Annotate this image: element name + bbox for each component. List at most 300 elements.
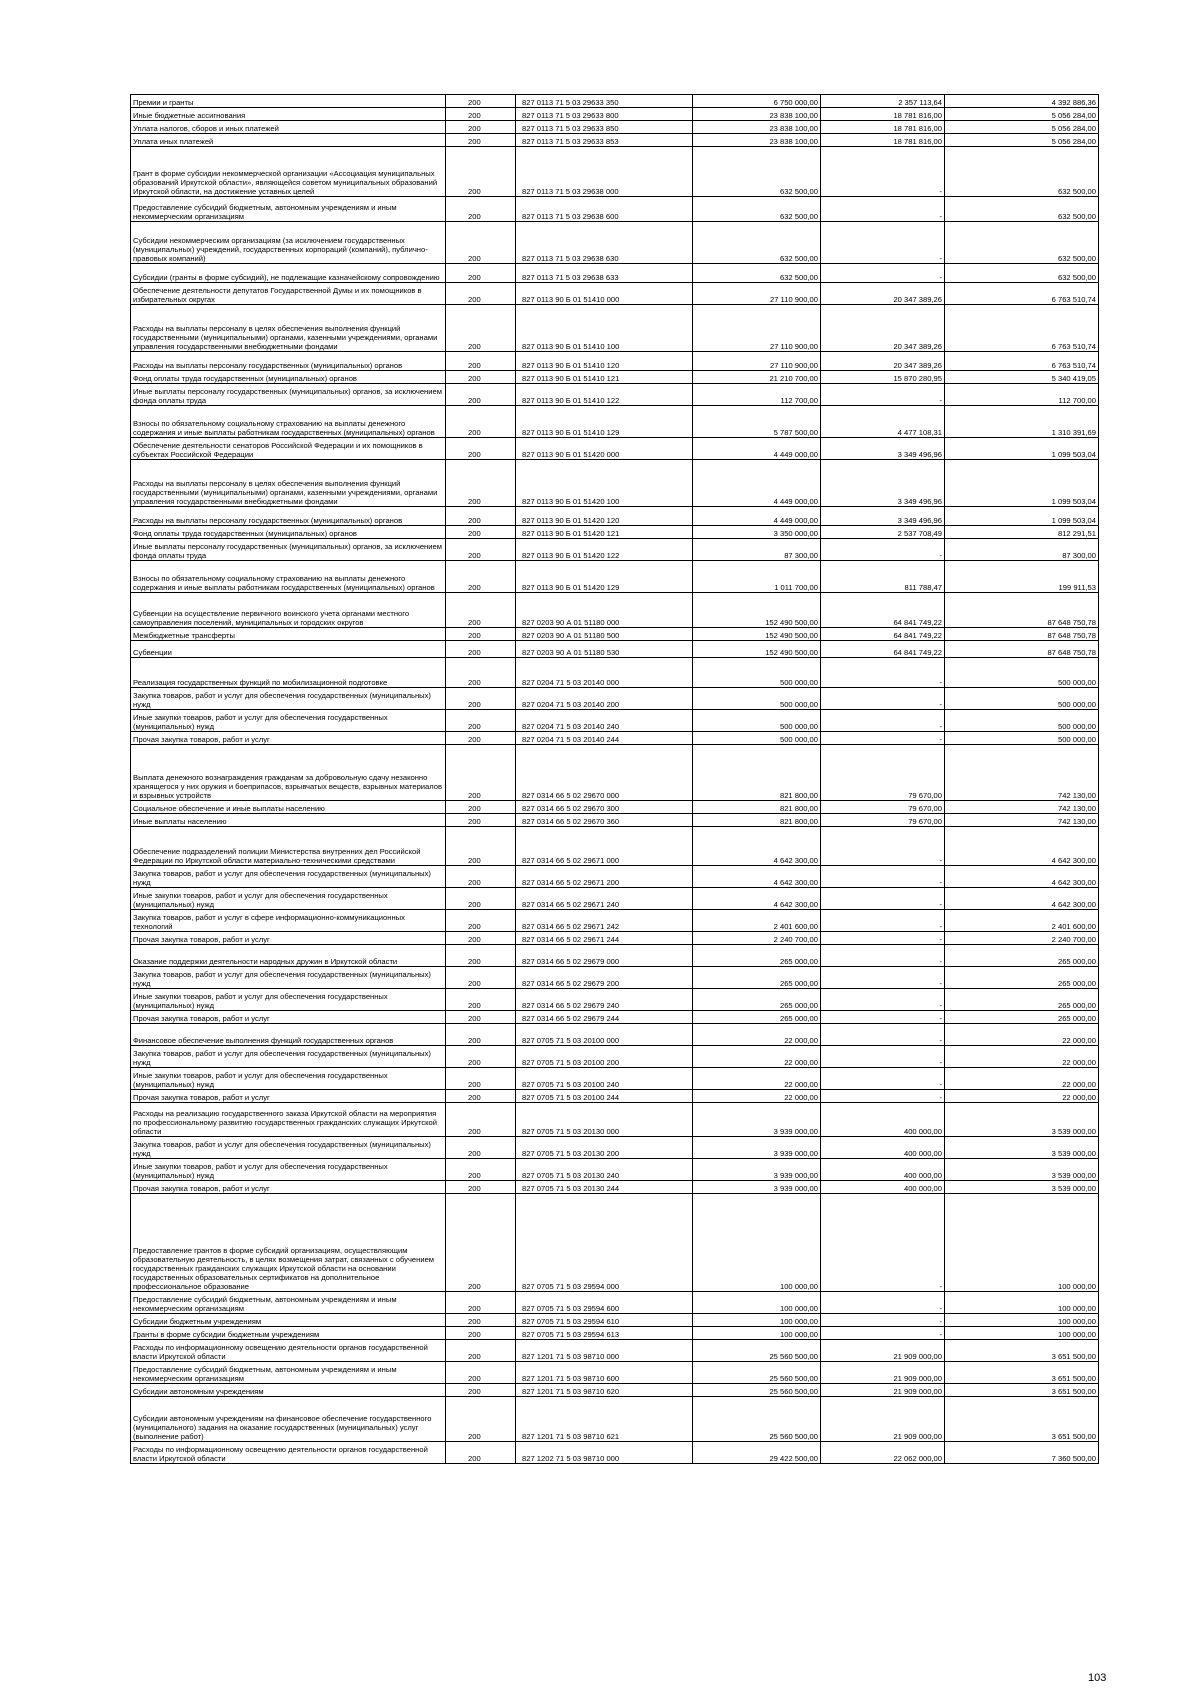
- row-name: Прочая закупка товаров, работ и услуг: [131, 1181, 446, 1194]
- row-classification-code: 827 0314 66 5 02 29671 244: [516, 932, 693, 945]
- row-remaining-amount: 5 056 284,00: [945, 121, 1099, 134]
- row-plan-amount: 100 000,00: [693, 1292, 821, 1314]
- row-plan-amount: 821 800,00: [693, 745, 821, 801]
- row-plan-amount: 6 750 000,00: [693, 95, 821, 108]
- row-name: Межбюджетные трансферты: [131, 628, 446, 641]
- row-plan-amount: 632 500,00: [693, 222, 821, 264]
- table-row: [131, 95, 1099, 108]
- row-remaining-amount: 1 099 503,04: [945, 438, 1099, 460]
- row-remaining-amount: 22 000,00: [945, 1090, 1099, 1103]
- row-plan-amount: 87 300,00: [693, 539, 821, 561]
- table-row: [131, 1292, 1099, 1314]
- row-classification-code: 827 0113 71 5 03 29633 350: [516, 95, 693, 108]
- row-executed-amount: -: [821, 1194, 945, 1292]
- row-remaining-amount: 22 000,00: [945, 1046, 1099, 1068]
- row-line-code: 200: [446, 352, 516, 371]
- row-executed-amount: -: [821, 1068, 945, 1090]
- table-row: [131, 406, 1099, 438]
- table-row: [131, 1159, 1099, 1181]
- row-classification-code: 827 0113 90 Б 01 51410 129: [516, 406, 693, 438]
- row-name: Предоставление грантов в форме субсидий организациям, осуществляющим образовательную деятельность, в целях возмещения затрат, связанных с обучением государственных гражданских служащих Иркутской области на основании государственных образовательных сертификатов на дополнительное профессиональное образование: [131, 1194, 446, 1292]
- row-line-code: 200: [446, 866, 516, 888]
- row-classification-code: 827 0113 71 5 03 29633 800: [516, 108, 693, 121]
- row-executed-amount: -: [821, 658, 945, 688]
- row-classification-code: 827 0113 90 Б 01 51410 122: [516, 384, 693, 406]
- row-executed-amount: 400 000,00: [821, 1159, 945, 1181]
- row-name: Грант в форме субсидии некоммерческой организации «Ассоциация муниципальных образований Иркутской области», являющейся советом муниципальных образований Иркутской области, на достижение уставных целей: [131, 147, 446, 197]
- row-classification-code: 827 1201 71 5 03 98710 000: [516, 1340, 693, 1362]
- row-plan-amount: 821 800,00: [693, 814, 821, 827]
- row-line-code: 200: [446, 1340, 516, 1362]
- table-row: [131, 932, 1099, 945]
- row-plan-amount: 500 000,00: [693, 710, 821, 732]
- row-line-code: 200: [446, 222, 516, 264]
- row-line-code: 200: [446, 827, 516, 866]
- row-name: Фонд оплаты труда государственных (муниципальных) органов: [131, 526, 446, 539]
- row-name: Взносы по обязательному социальному страхованию на выплаты денежного содержания и иные выплаты работникам государственных (муниципальных) органов: [131, 561, 446, 593]
- row-name: Субвенции: [131, 641, 446, 658]
- row-name: Социальное обеспечение и иные выплаты населению: [131, 801, 446, 814]
- row-plan-amount: 265 000,00: [693, 1011, 821, 1024]
- row-remaining-amount: 100 000,00: [945, 1327, 1099, 1340]
- row-plan-amount: 27 110 900,00: [693, 305, 821, 352]
- row-executed-amount: 15 870 280,95: [821, 371, 945, 384]
- row-executed-amount: -: [821, 710, 945, 732]
- row-plan-amount: 23 838 100,00: [693, 121, 821, 134]
- row-plan-amount: 25 560 500,00: [693, 1340, 821, 1362]
- row-name: Иные закупки товаров, работ и услуг для обеспечения государственных (муниципальных) нужд: [131, 888, 446, 910]
- row-classification-code: 827 0314 66 5 02 29679 244: [516, 1011, 693, 1024]
- row-line-code: 200: [446, 147, 516, 197]
- row-executed-amount: -: [821, 264, 945, 283]
- row-name: Расходы по информационному освещению деятельности органов государственной власти Иркутской области: [131, 1340, 446, 1362]
- row-executed-amount: -: [821, 1046, 945, 1068]
- row-line-code: 200: [446, 801, 516, 814]
- row-name: Прочая закупка товаров, работ и услуг: [131, 1090, 446, 1103]
- row-classification-code: 827 0705 71 5 03 20100 000: [516, 1024, 693, 1046]
- row-name: Предоставление субсидий бюджетным, автономным учреждениям и иным некоммерческим организациям: [131, 1292, 446, 1314]
- row-name: Иные выплаты персоналу государственных (муниципальных) органов, за исключением фонда оплаты труда: [131, 384, 446, 406]
- row-executed-amount: 64 841 749,22: [821, 641, 945, 658]
- row-executed-amount: 20 347 389,26: [821, 352, 945, 371]
- row-line-code: 200: [446, 264, 516, 283]
- table-row: [131, 628, 1099, 641]
- table-row: [131, 1103, 1099, 1137]
- row-remaining-amount: 500 000,00: [945, 710, 1099, 732]
- row-remaining-amount: 6 763 510,74: [945, 352, 1099, 371]
- row-executed-amount: 21 909 000,00: [821, 1397, 945, 1442]
- row-remaining-amount: 500 000,00: [945, 732, 1099, 745]
- row-line-code: 200: [446, 989, 516, 1011]
- row-name: Расходы по информационному освещению деятельности органов государственной власти Иркутской области: [131, 1442, 446, 1464]
- row-line-code: 200: [446, 732, 516, 745]
- row-name: Закупка товаров, работ и услуг в сфере информационно-коммуникационных технологий: [131, 910, 446, 932]
- row-classification-code: 827 0705 71 5 03 20100 244: [516, 1090, 693, 1103]
- row-plan-amount: 3 939 000,00: [693, 1137, 821, 1159]
- row-remaining-amount: 5 340 419,05: [945, 371, 1099, 384]
- table-row: [131, 1024, 1099, 1046]
- row-classification-code: 827 0705 71 5 03 20130 244: [516, 1181, 693, 1194]
- row-plan-amount: 4 642 300,00: [693, 888, 821, 910]
- row-name: Субсидии автономным учреждениям на финансовое обеспечение государственного (муниципального) задания на оказание государственных (муниципальных) услуг (выполнение работ): [131, 1397, 446, 1442]
- table-row: [131, 305, 1099, 352]
- row-line-code: 200: [446, 932, 516, 945]
- row-remaining-amount: 87 648 750,78: [945, 593, 1099, 628]
- row-remaining-amount: 1 099 503,04: [945, 507, 1099, 526]
- budget-execution-table: [130, 94, 1099, 1464]
- row-line-code: 200: [446, 438, 516, 460]
- row-remaining-amount: 3 651 500,00: [945, 1362, 1099, 1384]
- row-remaining-amount: 6 763 510,74: [945, 283, 1099, 305]
- table-row: [131, 1362, 1099, 1384]
- row-name: Субсидии некоммерческим организациям (за исключением государственных (муниципальных) учреждений, государственных корпораций (компаний), публично-правовых компаний): [131, 222, 446, 264]
- row-executed-amount: -: [821, 888, 945, 910]
- row-plan-amount: 112 700,00: [693, 384, 821, 406]
- row-line-code: 200: [446, 1327, 516, 1340]
- row-line-code: 200: [446, 1024, 516, 1046]
- row-plan-amount: 4 642 300,00: [693, 866, 821, 888]
- row-executed-amount: -: [821, 1292, 945, 1314]
- row-executed-amount: -: [821, 827, 945, 866]
- table-row: [131, 1314, 1099, 1327]
- row-name: Прочая закупка товаров, работ и услуг: [131, 932, 446, 945]
- row-plan-amount: 29 422 500,00: [693, 1442, 821, 1464]
- row-executed-amount: 18 781 816,00: [821, 134, 945, 147]
- row-name: Взносы по обязательному социальному страхованию на выплаты денежного содержания и иные выплаты работникам государственных (муниципальных) органов: [131, 406, 446, 438]
- row-name: Выплата денежного вознаграждения гражданам за добровольную сдачу незаконно хранящегося у них оружия и боеприпасов, взрывчатых веществ, взрывных материалов и взрывных устройств: [131, 745, 446, 801]
- row-line-code: 200: [446, 460, 516, 507]
- table-row: [131, 283, 1099, 305]
- row-executed-amount: 3 349 496,96: [821, 460, 945, 507]
- row-plan-amount: 3 939 000,00: [693, 1181, 821, 1194]
- row-executed-amount: 79 670,00: [821, 814, 945, 827]
- row-name: Реализация государственных функций по мобилизационной подготовке: [131, 658, 446, 688]
- row-remaining-amount: 4 642 300,00: [945, 888, 1099, 910]
- row-remaining-amount: 265 000,00: [945, 945, 1099, 967]
- row-classification-code: 827 0314 66 5 02 29670 000: [516, 745, 693, 801]
- row-remaining-amount: 2 401 600,00: [945, 910, 1099, 932]
- row-plan-amount: 4 449 000,00: [693, 507, 821, 526]
- table-row: [131, 539, 1099, 561]
- row-plan-amount: 25 560 500,00: [693, 1397, 821, 1442]
- table-row: [131, 1340, 1099, 1362]
- row-plan-amount: 3 939 000,00: [693, 1103, 821, 1137]
- row-executed-amount: -: [821, 1090, 945, 1103]
- row-name: Иные бюджетные ассигнования: [131, 108, 446, 121]
- row-remaining-amount: 632 500,00: [945, 147, 1099, 197]
- row-executed-amount: -: [821, 989, 945, 1011]
- row-line-code: 200: [446, 745, 516, 801]
- row-remaining-amount: 7 360 500,00: [945, 1442, 1099, 1464]
- row-name: Иные закупки товаров, работ и услуг для обеспечения государственных (муниципальных) нужд: [131, 710, 446, 732]
- row-remaining-amount: 3 539 000,00: [945, 1159, 1099, 1181]
- row-line-code: 200: [446, 1159, 516, 1181]
- row-remaining-amount: 5 056 284,00: [945, 134, 1099, 147]
- table-row: [131, 1068, 1099, 1090]
- row-classification-code: 827 0113 90 Б 01 51420 120: [516, 507, 693, 526]
- table-row: [131, 1090, 1099, 1103]
- row-line-code: 200: [446, 710, 516, 732]
- row-name: Иные закупки товаров, работ и услуг для обеспечения государственных (муниципальных) нужд: [131, 1068, 446, 1090]
- row-line-code: 200: [446, 371, 516, 384]
- row-classification-code: 827 0705 71 5 03 20130 240: [516, 1159, 693, 1181]
- row-remaining-amount: 3 651 500,00: [945, 1340, 1099, 1362]
- row-classification-code: 827 0705 71 5 03 29594 610: [516, 1314, 693, 1327]
- row-classification-code: 827 0113 90 Б 01 51410 121: [516, 371, 693, 384]
- row-plan-amount: 152 490 500,00: [693, 641, 821, 658]
- row-plan-amount: 4 449 000,00: [693, 438, 821, 460]
- row-classification-code: 827 0113 90 Б 01 51420 121: [516, 526, 693, 539]
- row-executed-amount: -: [821, 147, 945, 197]
- row-classification-code: 827 0113 90 Б 01 51420 122: [516, 539, 693, 561]
- row-plan-amount: 27 110 900,00: [693, 283, 821, 305]
- row-classification-code: 827 0314 66 5 02 29671 200: [516, 866, 693, 888]
- row-line-code: 200: [446, 1314, 516, 1327]
- row-classification-code: 827 1201 71 5 03 98710 600: [516, 1362, 693, 1384]
- row-classification-code: 827 0314 66 5 02 29670 300: [516, 801, 693, 814]
- row-classification-code: 827 0113 90 Б 01 51410 120: [516, 352, 693, 371]
- row-remaining-amount: 100 000,00: [945, 1292, 1099, 1314]
- row-name: Субсидии (гранты в форме субсидий), не подлежащие казначейскому сопровождению: [131, 264, 446, 283]
- row-line-code: 200: [446, 134, 516, 147]
- row-line-code: 200: [446, 108, 516, 121]
- row-line-code: 200: [446, 1384, 516, 1397]
- row-plan-amount: 152 490 500,00: [693, 593, 821, 628]
- row-plan-amount: 22 000,00: [693, 1046, 821, 1068]
- row-remaining-amount: 1 099 503,04: [945, 460, 1099, 507]
- row-remaining-amount: 3 651 500,00: [945, 1397, 1099, 1442]
- row-line-code: 200: [446, 1103, 516, 1137]
- row-remaining-amount: 742 130,00: [945, 814, 1099, 827]
- row-plan-amount: 27 110 900,00: [693, 352, 821, 371]
- row-remaining-amount: 265 000,00: [945, 1011, 1099, 1024]
- row-executed-amount: -: [821, 384, 945, 406]
- row-remaining-amount: 4 642 300,00: [945, 827, 1099, 866]
- row-plan-amount: 23 838 100,00: [693, 108, 821, 121]
- row-line-code: 200: [446, 283, 516, 305]
- row-line-code: 200: [446, 561, 516, 593]
- row-plan-amount: 1 011 700,00: [693, 561, 821, 593]
- row-name: Закупка товаров, работ и услуг для обеспечения государственных (муниципальных) нужд: [131, 1046, 446, 1068]
- row-remaining-amount: 87 648 750,78: [945, 641, 1099, 658]
- table-row: [131, 222, 1099, 264]
- row-remaining-amount: 87 300,00: [945, 539, 1099, 561]
- table-row: [131, 827, 1099, 866]
- row-line-code: 200: [446, 197, 516, 222]
- row-classification-code: 827 1201 71 5 03 98710 620: [516, 1384, 693, 1397]
- row-classification-code: 827 0113 71 5 03 29638 630: [516, 222, 693, 264]
- row-name: Расходы на выплаты персоналу государственных (муниципальных) органов: [131, 352, 446, 371]
- row-plan-amount: 265 000,00: [693, 989, 821, 1011]
- table-row: [131, 352, 1099, 371]
- table-row: [131, 1397, 1099, 1442]
- row-executed-amount: 64 841 749,22: [821, 593, 945, 628]
- row-classification-code: 827 0204 71 5 03 20140 000: [516, 658, 693, 688]
- row-remaining-amount: 3 651 500,00: [945, 1384, 1099, 1397]
- row-line-code: 200: [446, 507, 516, 526]
- row-executed-amount: 400 000,00: [821, 1103, 945, 1137]
- row-name: Закупка товаров, работ и услуг для обеспечения государственных (муниципальных) нужд: [131, 866, 446, 888]
- row-classification-code: 827 0113 90 Б 01 51420 100: [516, 460, 693, 507]
- row-name: Расходы на выплаты персоналу государственных (муниципальных) органов: [131, 507, 446, 526]
- row-name: Закупка товаров, работ и услуг для обеспечения государственных (муниципальных) нужд: [131, 1137, 446, 1159]
- row-line-code: 200: [446, 121, 516, 134]
- table-row: [131, 866, 1099, 888]
- table-row: [131, 814, 1099, 827]
- row-executed-amount: 3 349 496,96: [821, 507, 945, 526]
- row-executed-amount: 21 909 000,00: [821, 1340, 945, 1362]
- row-plan-amount: 3 939 000,00: [693, 1159, 821, 1181]
- row-classification-code: 827 0705 71 5 03 20100 240: [516, 1068, 693, 1090]
- row-executed-amount: 21 909 000,00: [821, 1384, 945, 1397]
- row-classification-code: 827 0705 71 5 03 29594 000: [516, 1194, 693, 1292]
- table-row: [131, 888, 1099, 910]
- row-remaining-amount: 500 000,00: [945, 658, 1099, 688]
- row-classification-code: 827 0705 71 5 03 29594 600: [516, 1292, 693, 1314]
- row-executed-amount: 2 357 113,64: [821, 95, 945, 108]
- row-classification-code: 827 0705 71 5 03 20100 200: [516, 1046, 693, 1068]
- row-remaining-amount: 500 000,00: [945, 688, 1099, 710]
- row-line-code: 200: [446, 967, 516, 989]
- table-row: [131, 688, 1099, 710]
- row-executed-amount: -: [821, 932, 945, 945]
- row-classification-code: 827 0314 66 5 02 29679 200: [516, 967, 693, 989]
- row-remaining-amount: 1 310 391,69: [945, 406, 1099, 438]
- row-name: Расходы на реализацию государственного заказа Иркутской области на мероприятия по профессиональному развитию государственных гражданских служащих Иркутской области: [131, 1103, 446, 1137]
- row-plan-amount: 22 000,00: [693, 1024, 821, 1046]
- row-remaining-amount: 265 000,00: [945, 967, 1099, 989]
- row-plan-amount: 2 240 700,00: [693, 932, 821, 945]
- row-executed-amount: -: [821, 732, 945, 745]
- row-name: Гранты в форме субсидии бюджетным учреждениям: [131, 1327, 446, 1340]
- row-line-code: 200: [446, 1397, 516, 1442]
- table-body: [131, 95, 1099, 1464]
- row-plan-amount: 265 000,00: [693, 945, 821, 967]
- row-remaining-amount: 742 130,00: [945, 745, 1099, 801]
- row-plan-amount: 500 000,00: [693, 688, 821, 710]
- row-executed-amount: -: [821, 1024, 945, 1046]
- row-classification-code: 827 0113 90 Б 01 51420 129: [516, 561, 693, 593]
- row-name: Уплата иных платежей: [131, 134, 446, 147]
- row-line-code: 200: [446, 406, 516, 438]
- row-executed-amount: -: [821, 866, 945, 888]
- row-line-code: 200: [446, 95, 516, 108]
- row-plan-amount: 4 642 300,00: [693, 827, 821, 866]
- row-executed-amount: 2 537 708,49: [821, 526, 945, 539]
- row-plan-amount: 100 000,00: [693, 1327, 821, 1340]
- row-executed-amount: -: [821, 910, 945, 932]
- row-name: Премии и гранты: [131, 95, 446, 108]
- row-remaining-amount: 6 763 510,74: [945, 305, 1099, 352]
- row-name: Иные выплаты населению: [131, 814, 446, 827]
- row-line-code: 200: [446, 1068, 516, 1090]
- row-classification-code: 827 0314 66 5 02 29671 240: [516, 888, 693, 910]
- row-executed-amount: 20 347 389,26: [821, 305, 945, 352]
- table-row: [131, 371, 1099, 384]
- table-row: [131, 561, 1099, 593]
- row-name: Предоставление субсидий бюджетным, автономным учреждениям и иным некоммерческим организациям: [131, 197, 446, 222]
- row-executed-amount: 400 000,00: [821, 1181, 945, 1194]
- table-row: [131, 1011, 1099, 1024]
- row-name: Предоставление субсидий бюджетным, автономным учреждениям и иным некоммерческим организациям: [131, 1362, 446, 1384]
- row-executed-amount: 64 841 749,22: [821, 628, 945, 641]
- row-classification-code: 827 0314 66 5 02 29671 242: [516, 910, 693, 932]
- table-row: [131, 438, 1099, 460]
- row-name: Обеспечение подразделений полиции Министерства внутренних дел Российской Федерации по Иркутской области материально-техническими средствами: [131, 827, 446, 866]
- row-classification-code: 827 0113 71 5 03 29633 850: [516, 121, 693, 134]
- row-name: Обеспечение деятельности депутатов Государственной Думы и их помощников в избирательных округах: [131, 283, 446, 305]
- row-executed-amount: 18 781 816,00: [821, 108, 945, 121]
- table-row: [131, 910, 1099, 932]
- row-remaining-amount: 632 500,00: [945, 197, 1099, 222]
- row-remaining-amount: 199 911,53: [945, 561, 1099, 593]
- row-classification-code: 827 0113 71 5 03 29633 853: [516, 134, 693, 147]
- row-remaining-amount: 632 500,00: [945, 264, 1099, 283]
- row-executed-amount: -: [821, 1327, 945, 1340]
- table-row: [131, 264, 1099, 283]
- row-plan-amount: 25 560 500,00: [693, 1384, 821, 1397]
- row-executed-amount: -: [821, 688, 945, 710]
- row-name: Финансовое обеспечение выполнения функций государственных органов: [131, 1024, 446, 1046]
- row-classification-code: 827 0113 71 5 03 29638 633: [516, 264, 693, 283]
- row-executed-amount: -: [821, 1011, 945, 1024]
- row-name: Иные закупки товаров, работ и услуг для обеспечения государственных (муниципальных) нужд: [131, 989, 446, 1011]
- row-executed-amount: -: [821, 1314, 945, 1327]
- row-remaining-amount: 22 000,00: [945, 1024, 1099, 1046]
- table-row: [131, 945, 1099, 967]
- row-line-code: 200: [446, 1292, 516, 1314]
- row-classification-code: 827 0113 90 Б 01 51410 000: [516, 283, 693, 305]
- row-plan-amount: 100 000,00: [693, 1314, 821, 1327]
- row-executed-amount: 400 000,00: [821, 1137, 945, 1159]
- row-name: Иные выплаты персоналу государственных (муниципальных) органов, за исключением фонда оплаты труда: [131, 539, 446, 561]
- table-row: [131, 384, 1099, 406]
- row-line-code: 200: [446, 1137, 516, 1159]
- table-row: [131, 108, 1099, 121]
- row-line-code: 200: [446, 1442, 516, 1464]
- row-classification-code: 827 0113 90 Б 01 51410 100: [516, 305, 693, 352]
- row-name: Уплата налогов, сборов и иных платежей: [131, 121, 446, 134]
- table-row: [131, 710, 1099, 732]
- row-name: Закупка товаров, работ и услуг для обеспечения государственных (муниципальных) нужд: [131, 688, 446, 710]
- row-plan-amount: 100 000,00: [693, 1194, 821, 1292]
- row-executed-amount: -: [821, 222, 945, 264]
- table-row: [131, 732, 1099, 745]
- row-remaining-amount: 112 700,00: [945, 384, 1099, 406]
- row-plan-amount: 2 401 600,00: [693, 910, 821, 932]
- row-executed-amount: 4 477 108,31: [821, 406, 945, 438]
- row-plan-amount: 3 350 000,00: [693, 526, 821, 539]
- row-remaining-amount: 4 642 300,00: [945, 866, 1099, 888]
- table-row: [131, 801, 1099, 814]
- row-classification-code: 827 1201 71 5 03 98710 621: [516, 1397, 693, 1442]
- table-row: [131, 1137, 1099, 1159]
- row-line-code: 200: [446, 1362, 516, 1384]
- row-plan-amount: 21 210 700,00: [693, 371, 821, 384]
- row-remaining-amount: 2 240 700,00: [945, 932, 1099, 945]
- row-executed-amount: -: [821, 945, 945, 967]
- row-classification-code: 827 0113 71 5 03 29638 000: [516, 147, 693, 197]
- row-classification-code: 827 1202 71 5 03 98710 000: [516, 1442, 693, 1464]
- row-remaining-amount: 3 539 000,00: [945, 1103, 1099, 1137]
- table-row: [131, 641, 1099, 658]
- row-plan-amount: 5 787 500,00: [693, 406, 821, 438]
- row-remaining-amount: 5 056 284,00: [945, 108, 1099, 121]
- row-classification-code: 827 0705 71 5 03 20130 000: [516, 1103, 693, 1137]
- row-remaining-amount: 22 000,00: [945, 1068, 1099, 1090]
- row-remaining-amount: 3 539 000,00: [945, 1137, 1099, 1159]
- page-number: 103: [1088, 1672, 1107, 1684]
